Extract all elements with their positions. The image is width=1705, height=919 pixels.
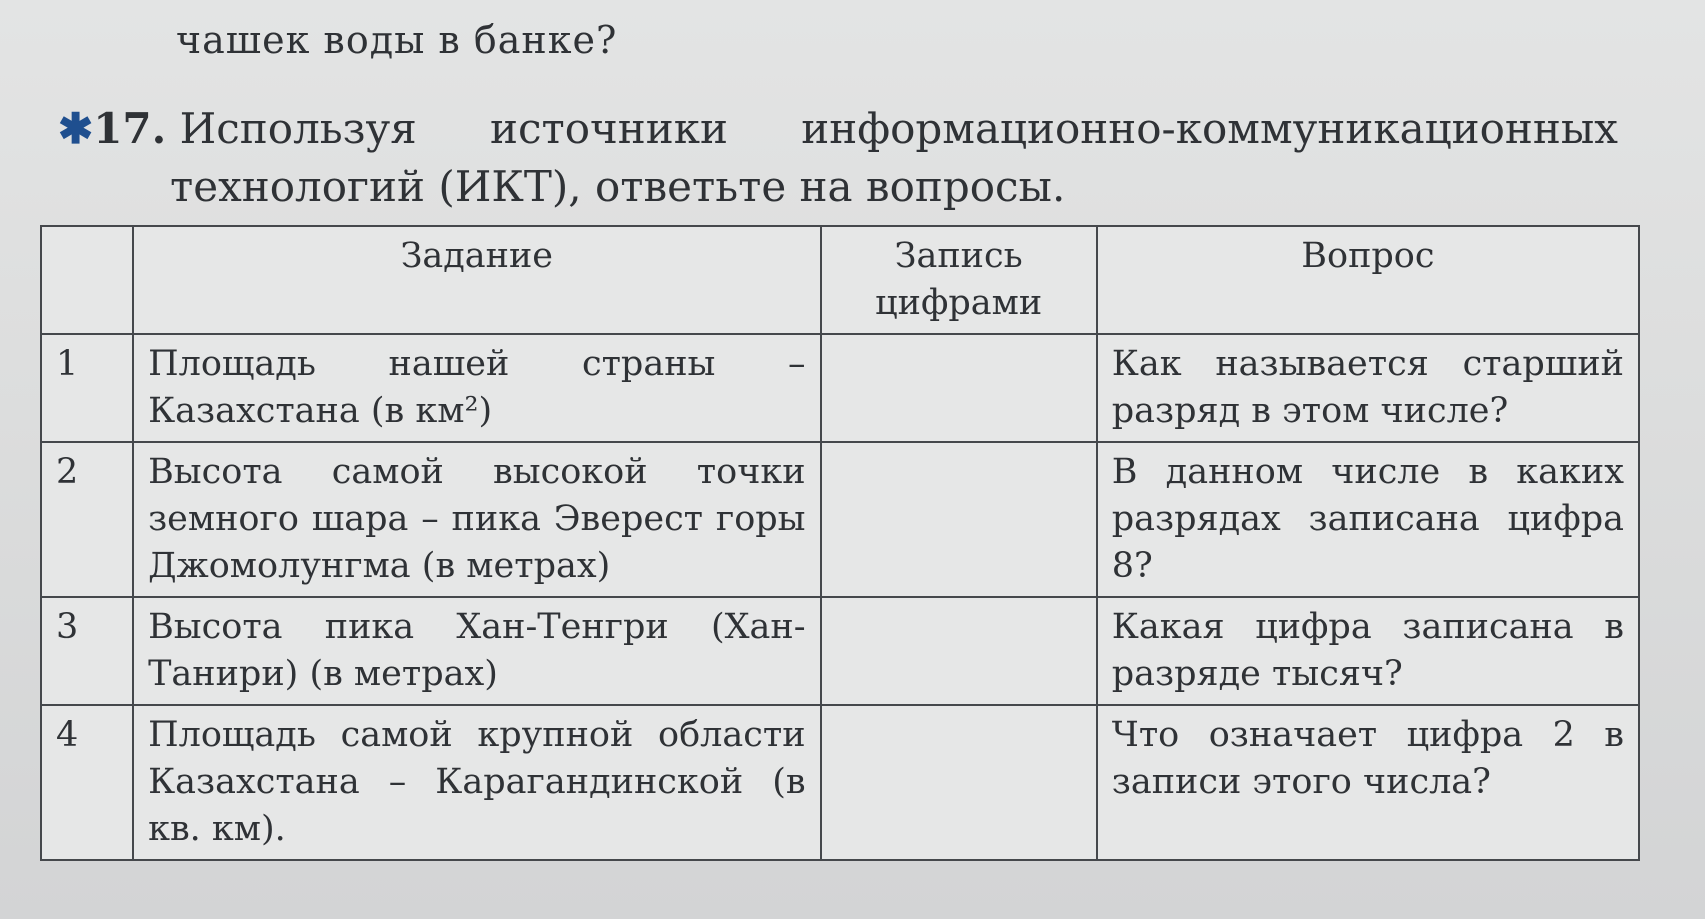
header-number [41,226,133,334]
task-heading-line [58,100,1618,158]
row-digits-cell[interactable] [821,334,1097,442]
task-word: информационно-коммуникационных [801,104,1618,153]
row-task: Площадь нашей страны – Казахстана (в км²) [133,334,820,442]
table-row [41,334,1639,442]
row-question: Как называется старший разряд в этом числе? [1097,334,1639,442]
header-task: Задание [133,226,820,334]
row-task: Высота самой высокой точки земного шара – пика Эверест горы Джомолунгма (в метрах) [133,442,820,597]
task-word: источники [489,104,729,153]
star-icon: ✱ [58,104,94,153]
row-question: Какая цифра записана в разряде тысяч? [1097,597,1639,705]
row-digits-cell[interactable] [821,597,1097,705]
task-word: Используя [179,104,417,153]
previous-problem-text: чашек воды в банке? [176,18,618,62]
row-number: 1 [41,334,133,442]
row-number: 4 [41,705,133,860]
row-number: 2 [41,442,133,597]
row-number: 3 [41,597,133,705]
task-number: 17. [93,104,167,153]
row-task: Площадь самой крупной области Казахстана – Карагандинской (в кв. км). [133,705,820,860]
header-digits: Запись цифрами [821,226,1097,334]
row-task: Высота пика Хан-Тенгри (Хан-Танири) (в метрах) [133,597,820,705]
header-question: Вопрос [1097,226,1639,334]
table-row [41,705,1639,860]
row-question: Что означает цифра 2 в записи этого числа? [1097,705,1639,860]
task-table [40,225,1640,861]
task-instruction-line: технологий (ИКТ), ответьте на вопросы. [170,162,1066,211]
table-row [41,597,1639,705]
task-17 [58,100,1618,216]
row-digits-cell[interactable] [821,705,1097,860]
task-number-group [58,100,417,158]
row-question: В данном числе в каких разрядах записана цифра 8? [1097,442,1639,597]
table-header-row [41,226,1639,334]
row-digits-cell[interactable] [821,442,1097,597]
table-row [41,442,1639,597]
